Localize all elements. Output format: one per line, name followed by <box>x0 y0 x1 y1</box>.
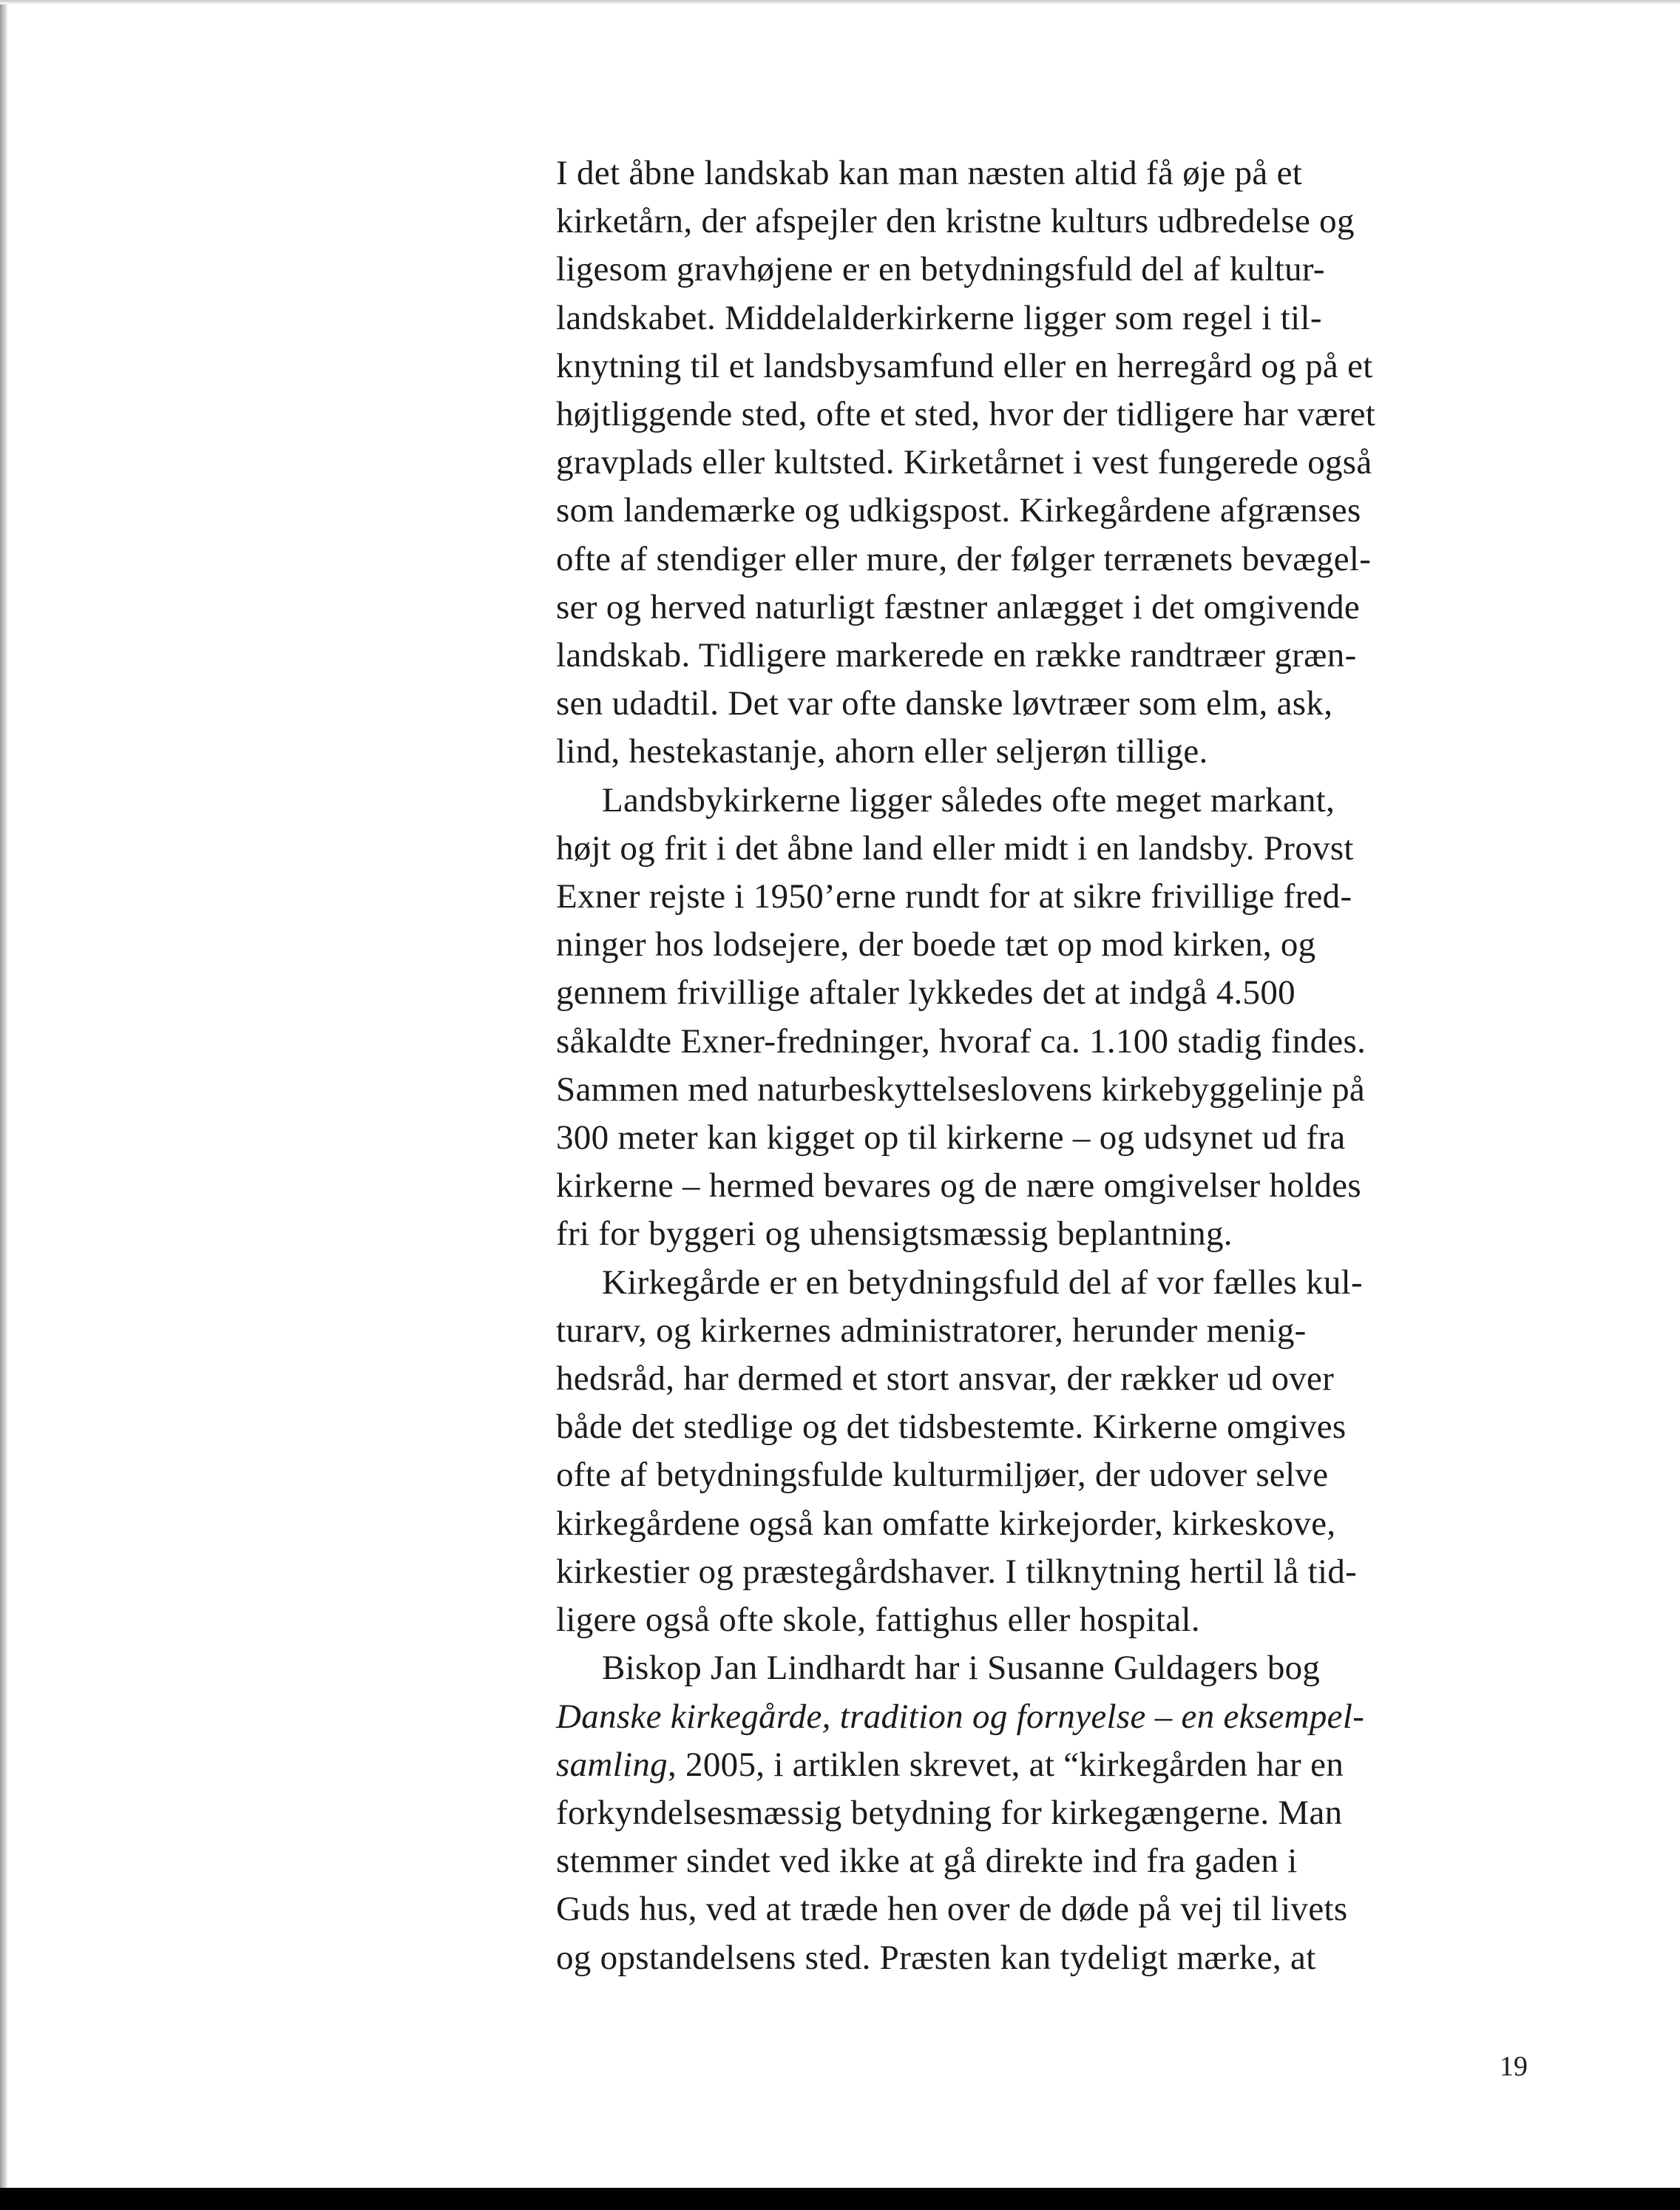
text-line: Landsbykirkerne ligger således ofte meget markant, <box>602 780 1335 820</box>
book-title-italic: Danske kirkegårde, tradition og fornyelse – en eksempel- <box>556 1697 1365 1736</box>
text-line: og opstandelsens sted. Præsten kan tydeligt mærke, at <box>556 1938 1316 1977</box>
text-line <box>556 1741 1517 1789</box>
page-top-shadow <box>0 0 1680 4</box>
text-line: forkyndelsesmæssig betydning for kirkegængerne. Man <box>556 1793 1343 1832</box>
text-line: I det åbne landskab kan man næsten altid få øje på et <box>556 154 1303 192</box>
text-line: både det stedlige og det tidsbestemte. Kirkerne omgives <box>556 1408 1347 1447</box>
text-line: knytning til et landsbysamfund eller en herregård og på et <box>556 346 1373 385</box>
scan-bottom-border <box>0 2188 1680 2210</box>
page-edge-shadow <box>0 0 7 2210</box>
text-line: Biskop Jan Lindhardt har i Susanne Guldagers bog <box>602 1649 1321 1688</box>
text-line: ninger hos lodsejere, der boede tæt op mod kirken, og <box>556 925 1316 964</box>
text-line: gravplads eller kultsted. Kirketårnet i vest fungerede også <box>556 443 1372 482</box>
text-line: såkaldte Exner-fredninger, hvoraf ca. 1.100 stadig findes. <box>556 1021 1366 1061</box>
text-line: ofte af stendiger eller mure, der følger terrænets bevægel- <box>556 539 1372 578</box>
text-line: Guds hus, ved at træde hen over de døde på vej til livets <box>556 1890 1348 1929</box>
text-line: kirkerne – hermed bevares og de nære omgivelser holdes <box>556 1166 1362 1206</box>
text-line: Kirkegårde er en betydningsfuld del af vor fælles kul- <box>602 1263 1363 1302</box>
text-line: kirkestier og præstegårdshaver. I tilknytning hertil lå tid- <box>556 1552 1358 1591</box>
text-line: som landemærke og udkigspost. Kirkegårdene afgrænses <box>556 491 1361 530</box>
text-line: ofte af betydningsfulde kulturmiljøer, der udover selve <box>556 1456 1329 1495</box>
text-line: sen udadtil. Det var ofte danske løvtræer som elm, ask, <box>556 684 1333 723</box>
text-line: ligere også ofte skole, fattighus eller hospital. <box>556 1601 1200 1640</box>
text-line: turarv, og kirkernes administratorer, herunder menig- <box>556 1311 1307 1350</box>
body-text <box>556 149 1517 1982</box>
text-line: landskab. Tidligere markerede en række randtræer græn- <box>556 636 1357 675</box>
text-line <box>556 1693 1517 1741</box>
text-line: lind, hestekastanje, ahorn eller seljerøn tillige. <box>556 732 1208 771</box>
text-line: kirketårn, der afspejler den kristne kulturs udbredelse og <box>556 202 1355 241</box>
text-line: 300 meter kan kigget op til kirkerne – og udsynet ud fra <box>556 1118 1346 1158</box>
text-line: stemmer sindet ved ikke at gå direkte ind fra gaden i <box>556 1842 1298 1881</box>
text-line: kirkegårdene også kan omfatte kirkejorder, kirkeskove, <box>556 1504 1336 1543</box>
text-line: ligesom gravhøjene er en betydningsfuld del af kultur- <box>556 250 1325 289</box>
text-line: højtliggende sted, ofte et sted, hvor der tidligere har været <box>556 395 1376 434</box>
text-line: landskabet. Middelalderkirkerne ligger som regel i til- <box>556 298 1322 337</box>
book-title-italic: samling <box>556 1745 668 1784</box>
text-line: ser og herved naturligt fæstner anlægget i det omgivende <box>556 587 1361 626</box>
text-line: Sammen med naturbeskyttelseslovens kirkebyggelinje på <box>556 1069 1366 1109</box>
text-fragment: , 2005, i artiklen skrevet, at “kirkegården har en <box>667 1745 1344 1784</box>
text-line: gennem frivillige aftaler lykkedes det at indgå 4.500 <box>556 973 1295 1013</box>
text-line: Exner rejste i 1950’erne rundt for at sikre frivillige fred- <box>556 877 1352 916</box>
text-line: hedsråd, har dermed et stort ansvar, der rækker ud over <box>556 1359 1335 1399</box>
page-number: 19 <box>1500 2051 1528 2082</box>
text-line: fri for byggeri og uhensigtsmæssig beplantning. <box>556 1214 1233 1254</box>
text-line: højt og frit i det åbne land eller midt i en landsby. Provst <box>556 828 1354 868</box>
